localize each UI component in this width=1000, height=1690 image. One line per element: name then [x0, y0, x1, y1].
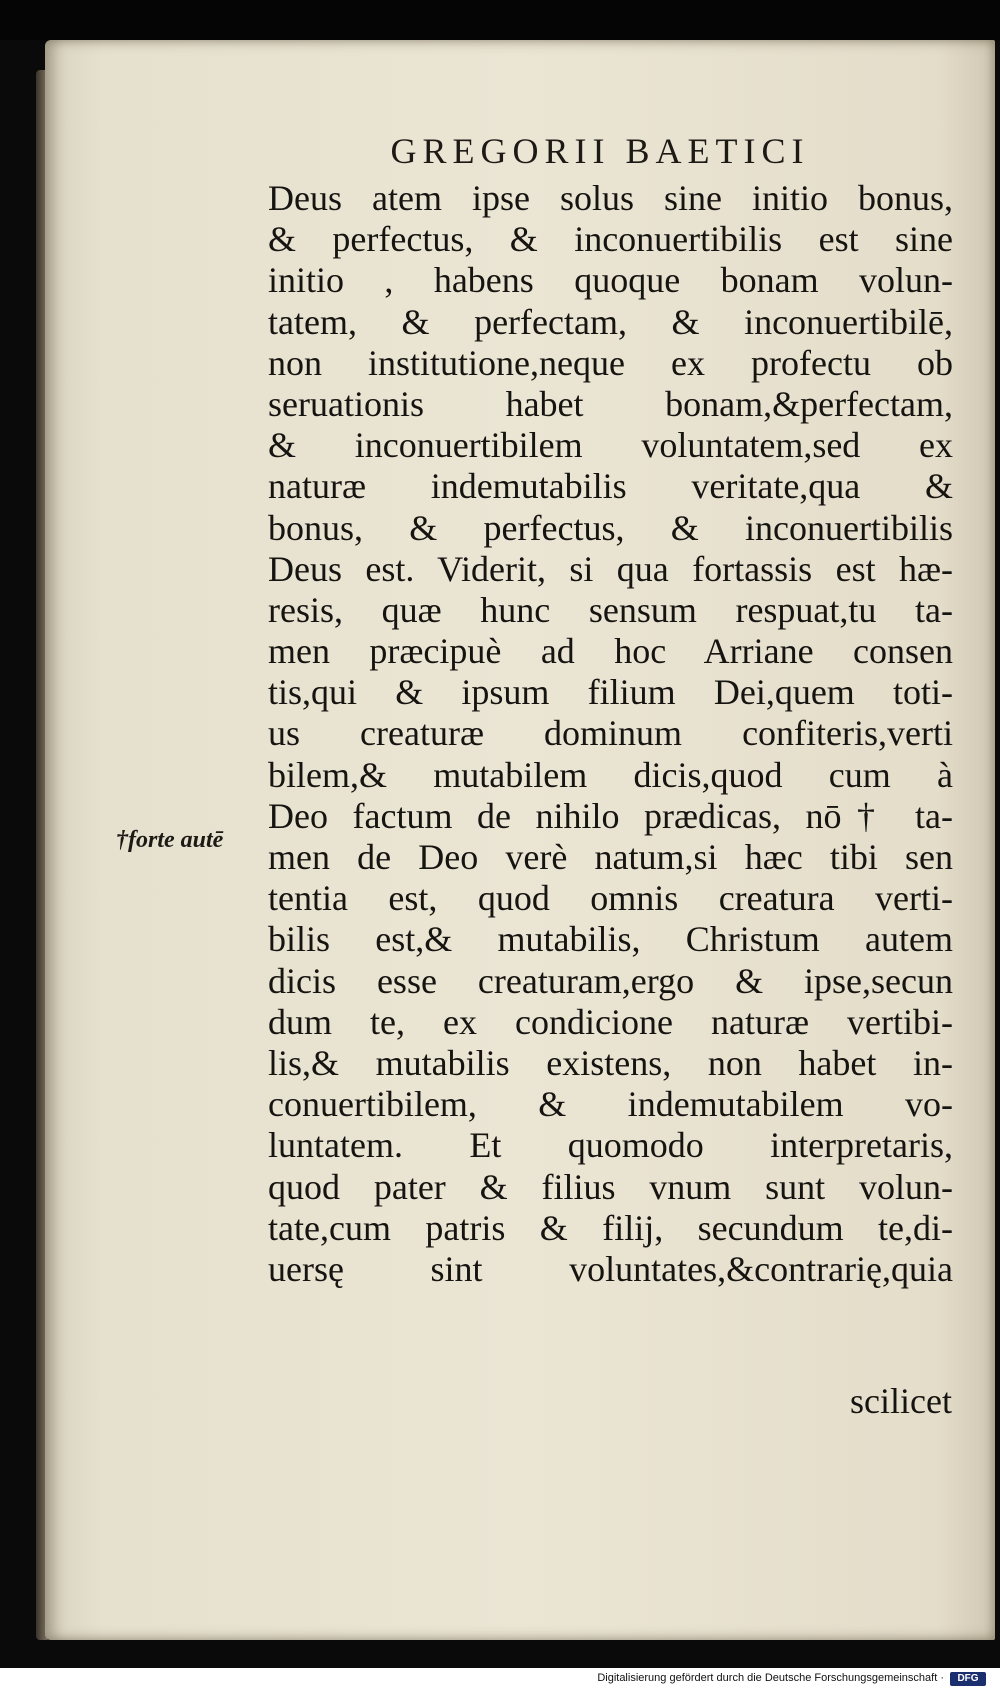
text-line: tatem, & perfectam, & inconuertibilē,: [268, 301, 953, 342]
text-line: & inconuertibilem voluntatem,sed ex: [268, 425, 953, 466]
text-line: luntatem. Et quomodo interpretaris,: [268, 1125, 953, 1166]
text-line: tis,qui & ipsum filium Dei,quem toti-: [268, 672, 953, 713]
text-line: bilem,& mutabilem dicis,quod cum à: [268, 754, 953, 795]
text-line: conuertibilem, & indemutabilem vo-: [268, 1084, 953, 1125]
text-line: bilis est,& mutabilis, Christum autem: [268, 919, 953, 960]
text-line: men præcipuè ad hoc Arriane consen: [268, 631, 953, 672]
text-line: naturæ indemutabilis veritate,qua &: [268, 466, 953, 507]
text-line: non institutione,neque ex profectu ob: [268, 342, 953, 383]
margin-note: †forte autē: [116, 827, 224, 853]
text-line: resis, quæ hunc sensum respuat,tu ta-: [268, 589, 953, 630]
text-line: quod pater & filius vnum sunt volun-: [268, 1166, 953, 1207]
body-text: [268, 178, 953, 1290]
catchword: scilicet: [850, 1381, 952, 1421]
text-line: us creaturæ dominum confiteris,verti: [268, 713, 953, 754]
running-head: GREGORII BAETICI: [390, 131, 810, 171]
text-line: lis,& mutabilis existens, non habet in-: [268, 1042, 953, 1083]
dfg-logo-icon: DFG: [950, 1672, 986, 1686]
text-line: uersę sint voluntates,&contrarię,quia: [268, 1248, 953, 1289]
text-line: & perfectus, & inconuertibilis est sine: [268, 219, 953, 260]
text-line: initio , habens quoque bonam volun-: [268, 260, 953, 301]
text-line: Deo factum de nihilo prædicas, nō† ta-: [268, 795, 953, 836]
text-line: tate,cum patris & filij, secundum te,di-: [268, 1207, 953, 1248]
text-line: dum te, ex condicione naturæ vertibi-: [268, 1001, 953, 1042]
footer-credit: Digitalisierung gefördert durch die Deutsche Forschungsgemeinschaft ·: [597, 1672, 944, 1684]
text-line: bonus, & perfectus, & inconuertibilis: [268, 507, 953, 548]
text-line: dicis esse creaturam,ergo & ipse,secun: [268, 960, 953, 1001]
text-line: tentia est, quod omnis creatura verti-: [268, 878, 953, 919]
text-line: men de Deo verè natum,si hæc tibi sen: [268, 837, 953, 877]
text-line: Deus atem ipse solus sine initio bonus,: [268, 178, 953, 218]
text-line: Deus est. Viderit, si qua fortassis est hæ-: [268, 548, 953, 589]
text-line: seruationis habet bonam,&perfectam,: [268, 383, 953, 424]
scan-background-top: [0, 0, 1000, 40]
